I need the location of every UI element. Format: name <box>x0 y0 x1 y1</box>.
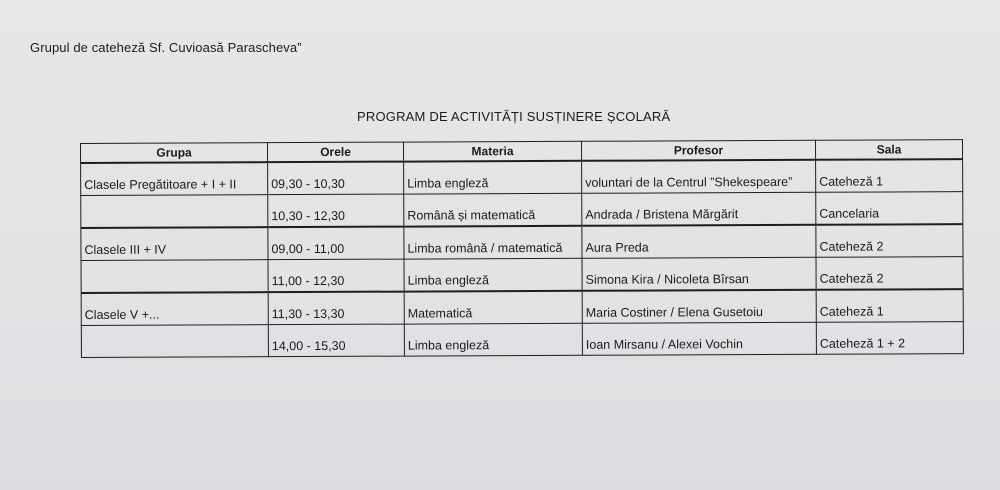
table-row <box>81 192 963 228</box>
table-row <box>81 322 963 358</box>
document-title: PROGRAM DE ACTIVITĂȚI SUSȚINERE ȘCOLARĂ <box>357 109 671 124</box>
table-row <box>81 159 963 195</box>
table-row <box>81 224 963 260</box>
cell-sala: Cateheză 1 <box>816 289 963 322</box>
organization-header: Grupul de cateheză Sf. Cuvioasă Parascheva” <box>30 40 302 55</box>
cell-orele: 10,30 - 12,30 <box>268 194 404 227</box>
table-row <box>81 289 963 325</box>
cell-orele: 14,00 - 15,30 <box>268 324 404 357</box>
column-header-sala: Sala <box>815 140 962 160</box>
cell-profesor: Aura Preda <box>582 225 816 259</box>
cell-materia: Limba engleză <box>404 161 582 194</box>
column-header-orele: Orele <box>268 142 404 162</box>
cell-grupa <box>81 260 268 293</box>
column-header-grupa: Grupa <box>81 143 268 163</box>
schedule-table <box>80 139 964 358</box>
cell-profesor: Maria Costiner / Elena Gusetoiu <box>582 290 816 324</box>
cell-profesor: Andrada / Bristena Mărgărit <box>582 192 816 226</box>
cell-grupa: Clasele V +... <box>81 292 268 325</box>
column-header-profesor: Profesor <box>581 140 815 161</box>
cell-orele: 09,30 - 10,30 <box>268 162 404 195</box>
cell-grupa <box>81 325 268 358</box>
cell-materia: Limba engleză <box>404 323 582 356</box>
cell-profesor: voluntari de la Centrul ”Shekespeare” <box>582 160 816 194</box>
cell-sala: Cateheză 2 <box>816 224 963 257</box>
cell-sala: Cateheză 1 <box>816 159 963 192</box>
cell-orele: 11,30 - 13,30 <box>268 292 404 325</box>
cell-materia: Matematică <box>404 291 582 324</box>
cell-grupa <box>81 195 268 228</box>
cell-orele: 11,00 - 12,30 <box>268 259 404 292</box>
cell-grupa: Clasele Pregătitoare + I + II <box>81 162 268 195</box>
cell-materia: Limba română / matematică <box>404 226 582 259</box>
cell-sala: Cancelaria <box>816 192 963 225</box>
cell-sala: Cateheză 1 + 2 <box>816 322 963 355</box>
cell-grupa: Clasele III + IV <box>81 227 268 260</box>
cell-profesor: Ioan Mirsanu / Alexei Vochin <box>582 322 816 355</box>
cell-profesor: Simona Kira / Nicoleta Bîrsan <box>582 257 816 291</box>
cell-materia: Limba engleză <box>404 258 582 291</box>
column-header-materia: Materia <box>403 141 581 161</box>
cell-sala: Cateheză 2 <box>816 257 963 290</box>
cell-orele: 09,00 - 11,00 <box>268 227 404 260</box>
table-row <box>81 257 963 293</box>
cell-materia: Română și matematică <box>404 193 582 226</box>
